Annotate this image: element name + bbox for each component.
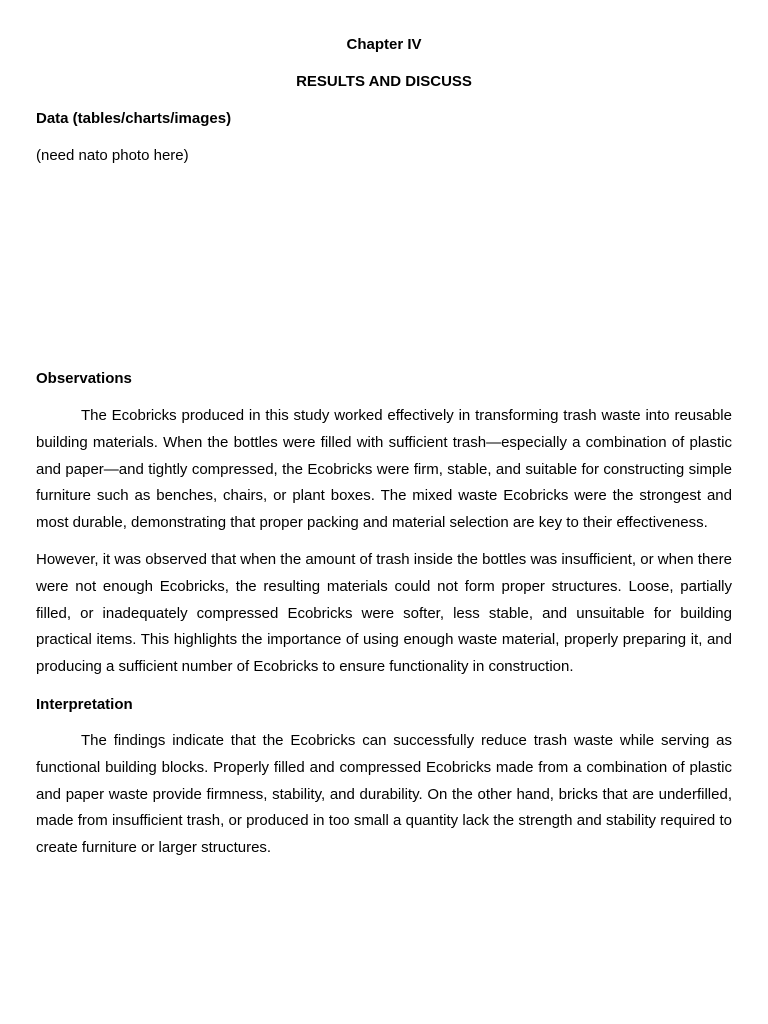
interpretation-heading: Interpretation: [36, 696, 133, 713]
observations-paragraph-1: The Ecobricks produced in this study worked effectively in transforming trash waste into reusable building materials. When the bottles were filled with sufficient trash—especially a combination of plastic and paper—and tightly compressed, the Ecobricks were firm, stable, and suitable for constructing simple furniture such as benches, chairs, or plant boxes. The mixed waste Ecobricks were the strongest and most durable, demonstrating that proper packing and material selection are key to their effectiveness.: [36, 407, 732, 532]
data-section-heading: Data (tables/charts/images): [36, 110, 232, 127]
interpretation-paragraph-1: The findings indicate that the Ecobricks can successfully reduce trash waste while serving as functional building blocks. Properly filled and compressed Ecobricks made from a combination of plastic and paper waste provide firmness, stability, and durability. On the other hand, bricks that are underfilled, made from insufficient trash, or produced in too small a quantity lack the strength and stability required to create furniture or larger structures.: [36, 732, 732, 857]
chapter-number: Chapter IV: [346, 36, 422, 53]
chapter-title: RESULTS AND DISCUSS: [296, 73, 472, 90]
photo-placeholder-note: (need nato photo here): [36, 147, 189, 164]
observations-paragraph-2: However, it was observed that when the amount of trash inside the bottles was insufficient, or when there were not enough Ecobricks, the resulting materials could not form proper structures. Loose, partially filled, or inadequately compressed Ecobricks were softer, less stable, and unsuitable for building practical items. This highlights the importance of using enough waste material, properly preparing it, and producing a sufficient number of Ecobricks to ensure functionality in construction.: [36, 551, 732, 676]
observations-heading: Observations: [36, 370, 132, 387]
